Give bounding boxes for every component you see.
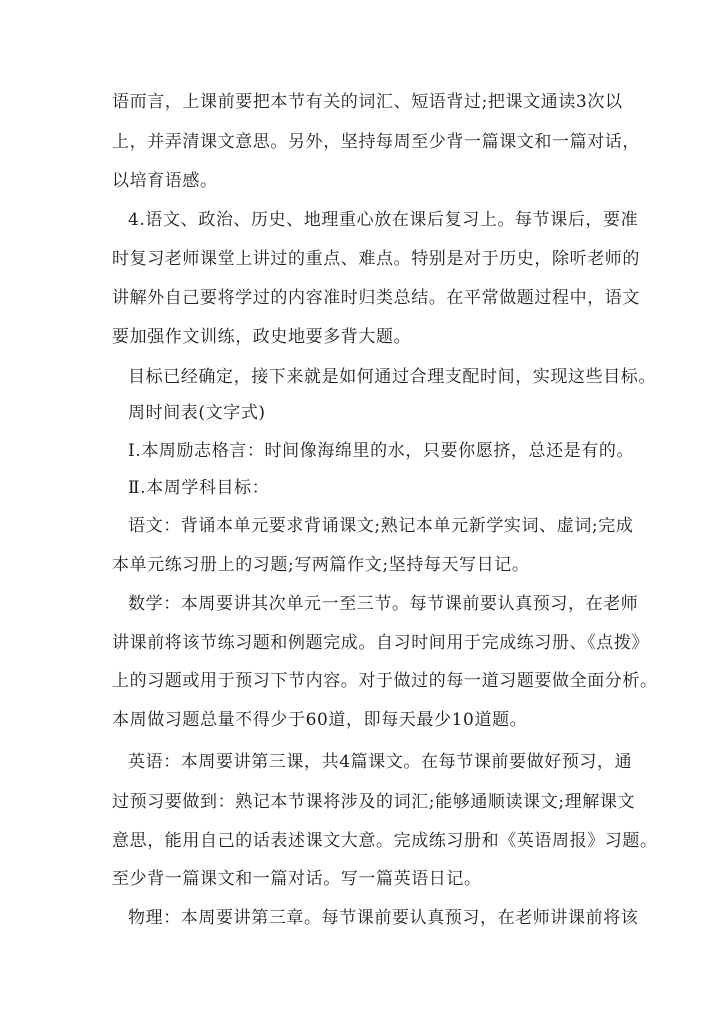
text-line: 讲课前将该节练习题和例题完成。自习时间用于完成练习册、《点拨》 [112,633,650,653]
text-line: 意思，能用自己的话表述课文大意。完成练习册和《英语周报》习题。 [112,831,658,851]
text-line: 4.语文、政治、历史、地理重心放在课后复习上。每节课后，要准 [128,210,639,230]
text-line: 英语：本周要讲第三课，共4篇课文。在每节课前要做好预习，通 [128,752,633,772]
text-line: 以培育语感。 [112,171,218,191]
text-line: 数学：本周要讲其次单元一至三节。每节课前要认真预习，在老师 [128,594,639,614]
section-heading: Ⅱ.本周学科目标： [128,478,270,498]
text-line: 物理：本周要讲第三章。每节课前要认真预习，在老师讲课前将该 [128,908,639,928]
text-line: 本周做习题总量不得少于60道，即每天最少10道题。 [112,710,528,730]
text-line: 上的习题或用于预习下节内容。对于做过的每一道习题要做全面分析。 [112,671,658,691]
text-line: 讲解外自己要将学过的内容准时归类总结。在平常做题过程中，语文 [112,288,640,308]
text-line: 目标已经确定，接下来就是如何通过合理支配时间，实现这些目标。 [128,367,656,387]
text-line: 过预习要做到：熟记本节课将涉及的词汇;能够通顺读课文;理解课文 [112,792,636,812]
text-line: 要加强作文训练，政史地要多背大题。 [112,327,412,347]
text-line: 至少背一篇课文和一篇对话。写一篇英语日记。 [112,869,482,889]
section-heading: 周时间表(文字式) [128,403,266,423]
text-line: 本单元练习册上的习题;写两篇作文;坚持每天写日记。 [112,555,530,575]
text-line: 语文：背诵本单元要求背诵课文;熟记本单元新学实词、虚词;完成 [128,516,634,536]
text-line: 时复习老师课堂上讲过的重点、难点。特别是对于历史，除听老师的 [112,249,640,269]
motto-line: Ⅰ.本周励志格言：时间像海绵里的水，只要你愿挤，总还是有的。 [128,441,635,461]
text-line: 语而言，上课前要把本节有关的词汇、短语背过;把课文通读3次以 [112,92,623,112]
text-line: 上，并弄清课文意思。另外，坚持每周至少背一篇课文和一篇对话， [112,132,640,152]
